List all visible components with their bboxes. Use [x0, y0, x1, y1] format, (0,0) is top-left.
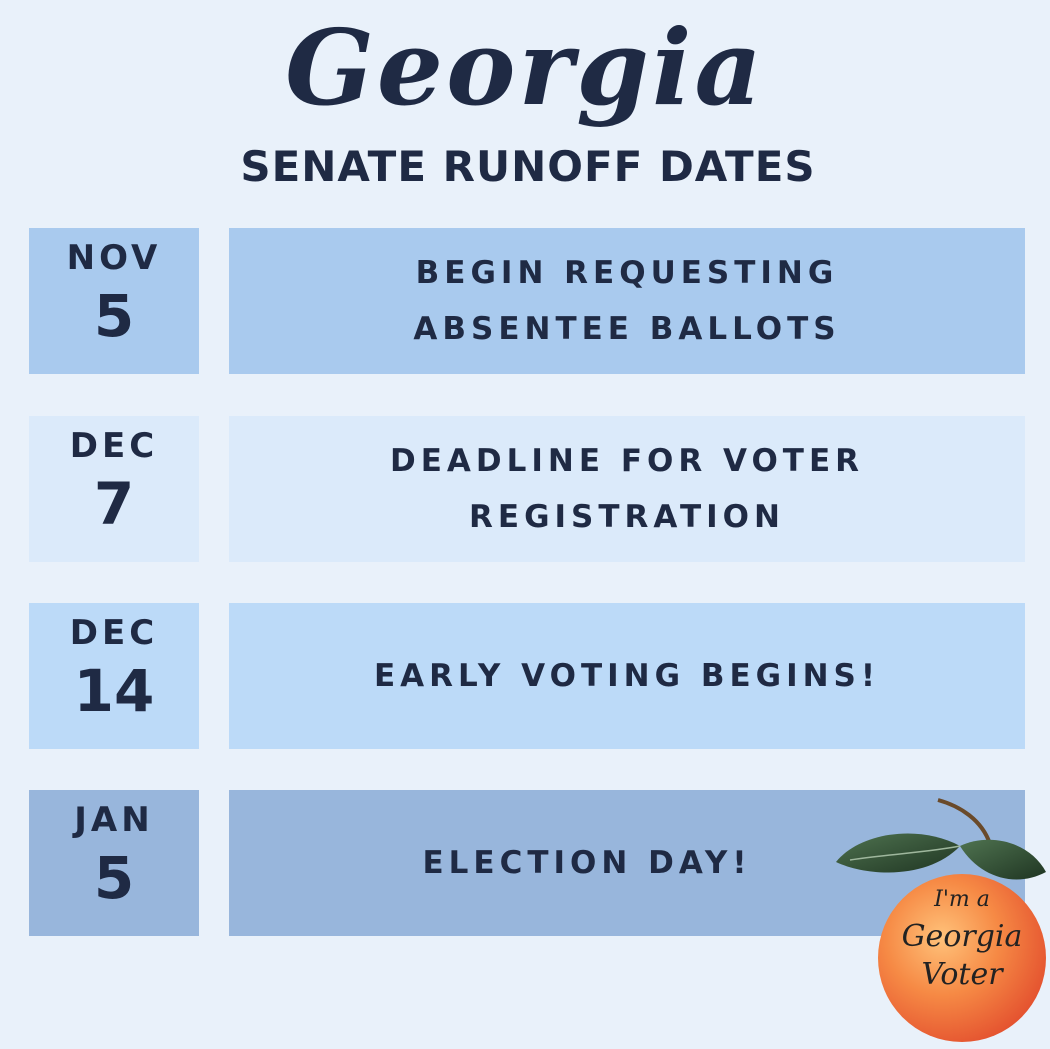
event-box — [229, 603, 1025, 749]
badge-line3: Voter — [921, 957, 1003, 992]
date-box — [29, 416, 199, 562]
date-box — [29, 790, 199, 936]
georgia-voter-badge — [820, 792, 1050, 1042]
event-text: DEADLINE FOR VOTER REGISTRATION — [389, 443, 865, 535]
date-month: JAN — [74, 800, 154, 840]
date-day: 14 — [73, 657, 155, 725]
date-month: DEC — [69, 613, 159, 653]
date-month: NOV — [66, 238, 162, 278]
date-month: DEC — [69, 426, 159, 466]
date-row — [0, 228, 1050, 374]
badge-line2: Georgia — [901, 919, 1023, 954]
event-text: ELECTION DAY! — [422, 845, 752, 881]
peach-icon — [820, 792, 1050, 1042]
date-row — [0, 603, 1050, 749]
date-day: 5 — [93, 844, 135, 912]
date-row — [0, 416, 1050, 562]
event-box — [229, 416, 1025, 562]
page-subtitle: SENATE RUNOFF DATES — [240, 142, 816, 191]
event-box — [229, 228, 1025, 374]
event-text: BEGIN REQUESTING ABSENTEE BALLOTS — [413, 255, 841, 347]
date-box — [29, 228, 199, 374]
date-box — [29, 603, 199, 749]
page-title: Georgia — [285, 6, 765, 129]
date-day: 7 — [93, 470, 135, 538]
date-day: 5 — [93, 282, 135, 350]
event-text: EARLY VOTING BEGINS! — [373, 658, 881, 694]
badge-line1: I'm a — [934, 887, 990, 912]
